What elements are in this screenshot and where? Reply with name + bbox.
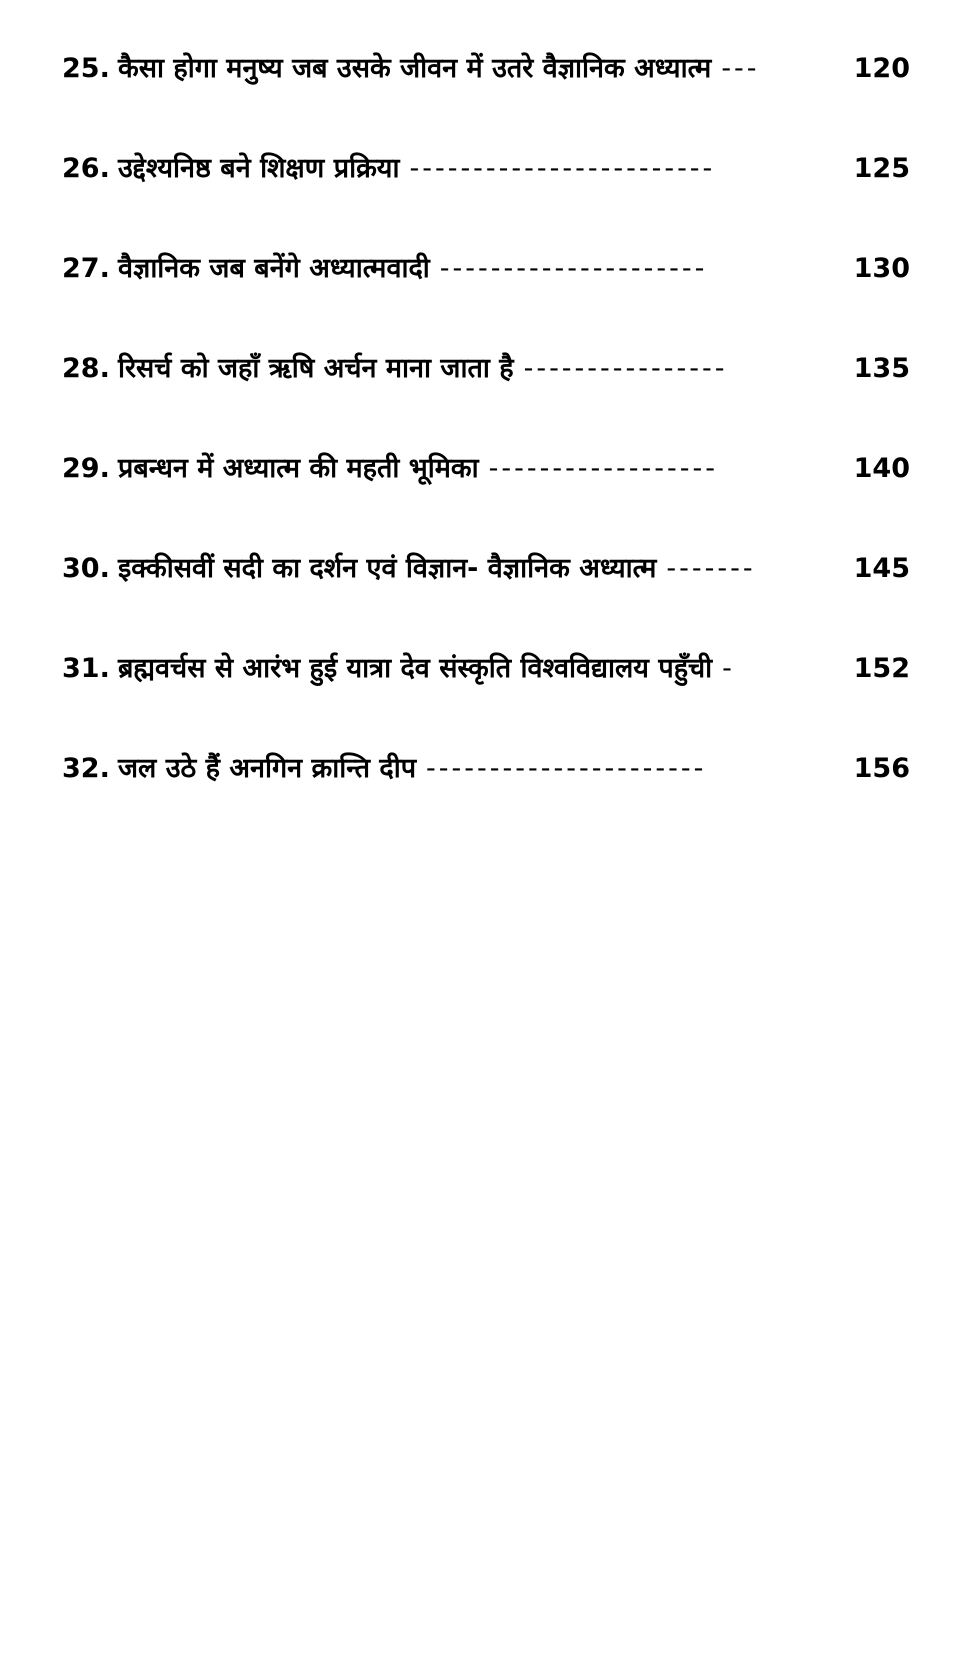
toc-entry-title: उद्देश्यनिष्ठ बने शिक्षण प्रक्रिया xyxy=(118,153,400,184)
toc-entry-number: 27. xyxy=(62,253,110,284)
toc-entry-page: 125 xyxy=(853,153,910,184)
toc-entry-number: 28. xyxy=(62,353,110,384)
toc-entry-title: रिसर्च को जहाँ ऋषि अर्चन माना जाता है xyxy=(118,353,514,384)
toc-entry-title: प्रबन्धन में अध्यात्म की महती भूमिका xyxy=(118,453,479,484)
toc-entry-leader: --- xyxy=(721,53,760,84)
toc-entry-leader: ---------------------- xyxy=(426,753,707,784)
toc-entry-31 xyxy=(62,648,910,748)
toc-entry-leader: --------------------- xyxy=(439,253,708,284)
toc-entry-26 xyxy=(62,148,910,248)
toc-entry-title: वैज्ञानिक जब बनेंगे अध्यात्मवादी xyxy=(118,253,430,284)
table-of-contents xyxy=(62,48,910,848)
toc-entry-leader: ------- xyxy=(666,553,756,584)
toc-entry-title: ब्रह्मवर्चस से आरंभ हुई यात्रा देव संस्कृति विश्वविद्यालय पहुँची xyxy=(118,653,713,684)
toc-entry-page: 140 xyxy=(853,453,910,484)
toc-entry-number: 31. xyxy=(62,653,110,684)
toc-entry-32 xyxy=(62,748,910,848)
toc-entry-title: कैसा होगा मनुष्य जब उसके जीवन में उतरे वैज्ञानिक अध्यात्म xyxy=(118,53,712,84)
toc-entry-25 xyxy=(62,48,910,148)
toc-entry-leader: - xyxy=(722,653,735,684)
toc-entry-page: 156 xyxy=(853,753,910,784)
toc-entry-page: 145 xyxy=(853,553,910,584)
toc-entry-title: इक्कीसवीं सदी का दर्शन एवं विज्ञान- वैज्ञानिक अध्यात्म xyxy=(118,553,657,584)
toc-entry-page: 130 xyxy=(853,253,910,284)
toc-entry-leader: ------------------------ xyxy=(409,153,716,184)
toc-entry-number: 32. xyxy=(62,753,110,784)
toc-entry-number: 26. xyxy=(62,153,110,184)
toc-entry-page: 152 xyxy=(853,653,910,684)
toc-entry-30 xyxy=(62,548,910,648)
toc-entry-27 xyxy=(62,248,910,348)
toc-entry-title: जल उठे हैं अनगिन क्रान्ति दीप xyxy=(118,753,417,784)
toc-entry-number: 25. xyxy=(62,53,110,84)
toc-entry-leader: ---------------- xyxy=(523,353,728,384)
toc-entry-29 xyxy=(62,448,910,548)
toc-entry-page: 135 xyxy=(853,353,910,384)
toc-entry-number: 29. xyxy=(62,453,110,484)
toc-entry-28 xyxy=(62,348,910,448)
toc-entry-leader: ------------------ xyxy=(488,453,718,484)
toc-entry-page: 120 xyxy=(853,53,910,84)
toc-entry-number: 30. xyxy=(62,553,110,584)
